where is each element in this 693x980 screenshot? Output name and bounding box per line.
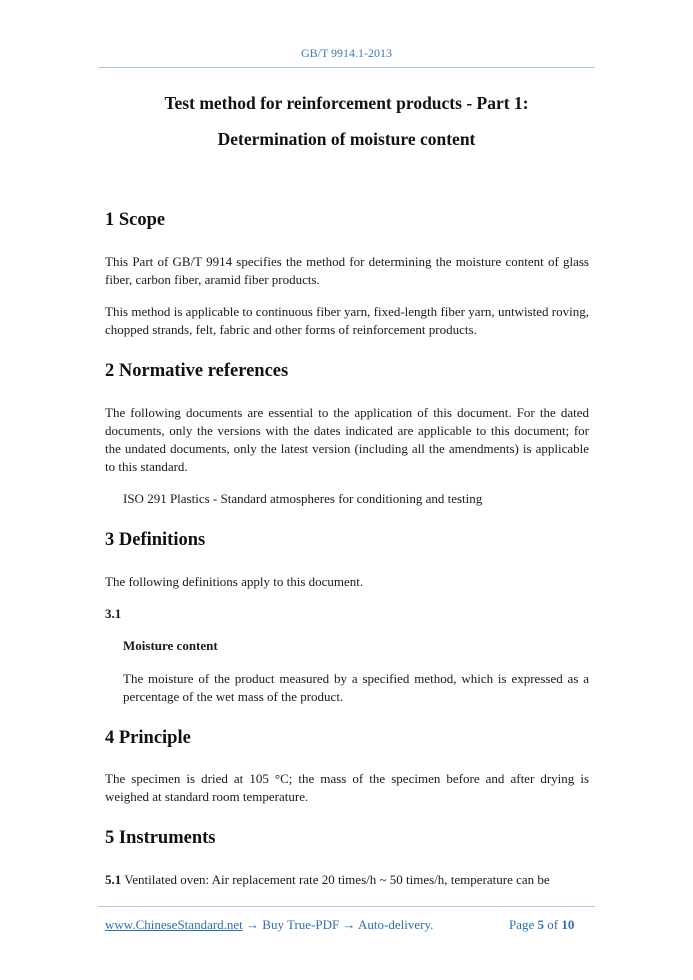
- scope-paragraph-2: This method is applicable to continuous fiber yarn, fixed-length fiber yarn, untwisted roving, chopped strands, felt, fabric and other forms of reinforcement products.: [105, 304, 589, 337]
- document-title-line1: Test method for reinforcement products - Part 1:: [164, 93, 529, 113]
- buy-pdf-link[interactable]: Buy True-PDF: [262, 917, 340, 932]
- normative-reference-item: ISO 291 Plastics - Standard atmospheres for conditioning and testing: [123, 491, 483, 506]
- arrow-right-icon: →: [339, 917, 359, 932]
- page-number: 5: [537, 917, 545, 932]
- page-total: 10: [561, 917, 575, 932]
- instrument-item-text: Ventilated oven: Air replacement rate 20 times/h ~ 50 times/h, temperature can be: [121, 872, 550, 887]
- header-divider: [98, 67, 595, 68]
- footer-divider: [98, 906, 595, 907]
- instrument-item-number: 5.1: [105, 872, 122, 887]
- document-title-line2: Determination of moisture content: [217, 129, 476, 149]
- section-heading-definitions: 3 Definitions: [105, 530, 206, 550]
- site-link[interactable]: www.ChineseStandard.net: [105, 917, 243, 932]
- definition-term: Moisture content: [123, 638, 218, 653]
- document-code-header: GB/T 9914.1-2013: [300, 46, 393, 60]
- definition-number: 3.1: [105, 606, 122, 621]
- instrument-item-5-1: [105, 871, 589, 889]
- principle-paragraph-1: The specimen is dried at 105 °C; the mass of the specimen before and after drying is weighed at standard room temperature.: [105, 771, 589, 804]
- page-indicator: [509, 917, 574, 933]
- page-label: Page: [509, 917, 538, 932]
- definitions-paragraph-1: The following definitions apply to this document.: [105, 574, 364, 589]
- normative-paragraph-1: The following documents are essential to the application of this document. For the dated documents, only the versions with the dates indicated are applicable to this document; for the undated documents, only the latest version (including all the amendments) is applicable to this standard.: [105, 405, 589, 474]
- section-heading-instruments: 5 Instruments: [105, 828, 216, 848]
- auto-delivery-text: Auto-delivery.: [358, 917, 434, 932]
- of-label: of: [544, 917, 562, 932]
- footer-promo: [105, 917, 433, 933]
- scope-paragraph-1: This Part of GB/T 9914 specifies the method for determining the moisture content of glass fiber, carbon fiber, aramid fiber products.: [105, 254, 589, 287]
- section-heading-scope: 1 Scope: [105, 210, 166, 230]
- section-heading-principle: 4 Principle: [105, 728, 191, 748]
- section-heading-normative-references: 2 Normative references: [105, 361, 289, 381]
- arrow-right-icon: →: [242, 917, 263, 932]
- definition-text: The moisture of the product measured by a specified method, which is expressed as a percentage of the wet mass of the product.: [123, 671, 589, 704]
